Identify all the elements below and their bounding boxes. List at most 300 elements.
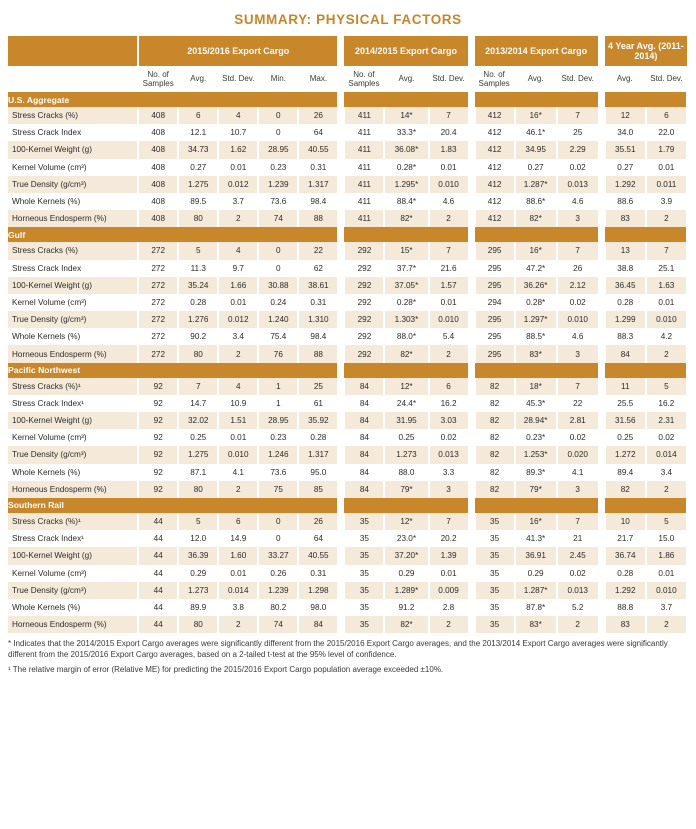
cell: 1.246 [258,446,298,463]
cell: 37.7* [384,260,428,277]
cell: 2 [646,345,687,362]
cell: 84 [344,378,384,395]
cell: 92 [138,464,178,481]
cell: 87.1 [178,464,218,481]
section-title: Gulf [8,227,338,242]
cell: 40.55 [298,141,338,158]
cell: 4.6 [557,193,599,210]
cell: 80 [178,616,218,633]
section-header-3 [8,498,687,513]
footnote-relative-me: ¹ The relative margin of error (Relative ME) for predicting the 2015/2016 Export Cargo population average exceeded ±10%. [8,664,444,674]
cell: 83* [515,616,557,633]
cell: 35 [475,565,515,582]
cell: 15.0 [646,530,687,547]
cell: 25.5 [605,395,646,412]
cell: 292 [344,242,384,259]
cell: 1.62 [218,141,258,158]
cell: 7 [429,107,469,124]
section-header-2 [8,363,687,378]
cell: 38.8 [605,260,646,277]
cell: 412 [475,107,515,124]
cell: 2 [218,481,258,498]
section-band [605,363,687,378]
header-group-2014: 2014/2015 Export Cargo [344,36,468,66]
row-label: Whole Kernels (%) [8,193,138,210]
cell: 6 [429,378,469,395]
cell: 1.298 [298,582,338,599]
cell: 0.02 [429,429,469,446]
table-row [8,345,687,362]
cell: 412 [475,159,515,176]
cell: 7 [429,242,469,259]
cell: 88 [298,210,338,227]
cell: 2 [557,616,599,633]
cell: 1.272 [605,446,646,463]
cell: 2 [429,210,469,227]
cell: 9.7 [218,260,258,277]
cell: 1.63 [646,277,687,294]
cell: 4 [218,242,258,259]
section-title: Pacific Northwest [8,363,338,378]
cell: 0.014 [646,446,687,463]
cell: 35 [344,565,384,582]
cell: 272 [138,242,178,259]
cell: 4.1 [557,464,599,481]
cell: 3.03 [429,412,469,429]
cell: 411 [344,210,384,227]
cell: 4 [218,378,258,395]
cell: 12 [605,107,646,124]
row-label: Horneous Endosperm (%) [8,616,138,633]
cell: 64 [298,530,338,547]
cell: 295 [475,260,515,277]
cell: 295 [475,311,515,328]
cell: 411 [344,124,384,141]
cell: 11 [605,378,646,395]
cell: 0.020 [557,446,599,463]
cell: 1.295* [384,176,428,193]
cell: 3 [557,210,599,227]
cell: 95.0 [298,464,338,481]
table-header-subcolumns [8,66,687,92]
cell: 35 [475,513,515,530]
cell: 1.239 [258,582,298,599]
cell: 35 [475,616,515,633]
section-title: Southern Rail [8,498,338,513]
cell: 292 [344,260,384,277]
cell: 292 [344,277,384,294]
cell: 16* [515,107,557,124]
section-band [605,498,687,513]
cell: 21.7 [605,530,646,547]
cell: 1.317 [298,446,338,463]
cell: 1.60 [218,547,258,564]
cell: 15* [384,242,428,259]
cell: 272 [138,311,178,328]
cell: 0.012 [218,176,258,193]
table-row [8,513,687,530]
cell: 1.289* [384,582,428,599]
cell: 88 [298,345,338,362]
cell: 272 [138,277,178,294]
cell: 84 [344,481,384,498]
table-row [8,107,687,124]
cell: 408 [138,159,178,176]
cell: 22 [298,242,338,259]
cell: 88.6 [605,193,646,210]
cell: 7 [429,513,469,530]
cell: 82 [475,429,515,446]
row-label: Whole Kernels (%) [8,599,138,616]
cell: 408 [138,107,178,124]
header-group-2015: 2015/2016 Export Cargo [138,36,338,66]
cell: 295 [475,345,515,362]
cell: 1.86 [646,547,687,564]
cell: 295 [475,277,515,294]
cell: 295 [475,242,515,259]
cell: 88.6* [515,193,557,210]
cell: 3 [557,481,599,498]
cell: 3.7 [218,193,258,210]
sub-std-4year: Std. Dev. [646,66,687,92]
row-label: Kernel Volume (cm³) [8,565,138,582]
cell: 7 [557,378,599,395]
cell: 0.28 [178,294,218,311]
row-label: True Density (g/cm³) [8,582,138,599]
cell: 28.95 [258,141,298,158]
section-header-1 [8,227,687,242]
cell: 22 [557,395,599,412]
cell: 36.26* [515,277,557,294]
cell: 7 [646,242,687,259]
cell: 46.1* [515,124,557,141]
section-band [344,92,468,107]
cell: 0.31 [298,159,338,176]
sub-avg-4year: Avg. [605,66,646,92]
sub-samples-2015: No. of Samples [138,66,178,92]
row-label: Stress Crack Index [8,260,138,277]
cell: 25 [557,124,599,141]
cell: 1.273 [178,582,218,599]
cell: 7 [557,513,599,530]
cell: 1.292 [605,176,646,193]
row-label: Stress Cracks (%) [8,242,138,259]
cell: 80.2 [258,599,298,616]
cell: 35.51 [605,141,646,158]
section-band [344,363,468,378]
cell: 88.4* [384,193,428,210]
row-label: Whole Kernels (%) [8,328,138,345]
cell: 2 [429,616,469,633]
table-header-groups [8,36,687,66]
cell: 0.013 [557,176,599,193]
cell: 408 [138,210,178,227]
cell: 0.01 [429,294,469,311]
cell: 1.287* [515,176,557,193]
cell: 4 [218,107,258,124]
cell: 0 [258,107,298,124]
cell: 25 [298,378,338,395]
table-row [8,429,687,446]
cell: 0.28 [605,294,646,311]
cell: 33.3* [384,124,428,141]
cell: 1.51 [218,412,258,429]
cell: 0.25 [178,429,218,446]
row-label: Kernel Volume (cm³) [8,429,138,446]
table-row [8,210,687,227]
cell: 0.28* [384,159,428,176]
cell: 1.310 [298,311,338,328]
cell: 61 [298,395,338,412]
cell: 272 [138,328,178,345]
cell: 408 [138,193,178,210]
cell: 44 [138,565,178,582]
row-label: 100-Kernel Weight (g) [8,412,138,429]
cell: 294 [475,294,515,311]
cell: 76 [258,345,298,362]
cell: 0.29 [178,565,218,582]
cell: 1.83 [429,141,469,158]
cell: 0.010 [218,446,258,463]
sub-std-2014: Std. Dev. [429,66,469,92]
cell: 2 [218,616,258,633]
cell: 16* [515,513,557,530]
row-label: Horneous Endosperm (%) [8,481,138,498]
cell: 0.01 [218,429,258,446]
cell: 1.79 [646,141,687,158]
sub-blank [8,66,138,92]
cell: 0.28 [605,565,646,582]
cell: 34.0 [605,124,646,141]
cell: 92 [138,446,178,463]
cell: 0.011 [646,176,687,193]
cell: 0.01 [646,294,687,311]
footnotes [8,639,688,675]
cell: 24.4* [384,395,428,412]
table-row [8,159,687,176]
cell: 292 [344,328,384,345]
row-label: Stress Cracks (%)¹ [8,513,138,530]
page-title: SUMMARY: PHYSICAL FACTORS [234,12,462,27]
cell: 3.4 [218,328,258,345]
cell: 84 [344,464,384,481]
cell: 35.92 [298,412,338,429]
physical-factors-table [8,36,688,633]
cell: 88.8 [605,599,646,616]
cell: 1.239 [258,176,298,193]
cell: 82 [475,378,515,395]
cell: 2 [429,345,469,362]
cell: 1.303* [384,311,428,328]
cell: 0.010 [646,582,687,599]
table-row [8,124,687,141]
cell: 1.240 [258,311,298,328]
table-row [8,565,687,582]
cell: 0.29 [384,565,428,582]
table-row [8,582,687,599]
cell: 28.94* [515,412,557,429]
cell: 36.91 [515,547,557,564]
cell: 0.26 [258,565,298,582]
cell: 92 [138,395,178,412]
section-band [475,363,599,378]
cell: 83 [605,616,646,633]
cell: 12* [384,378,428,395]
cell: 34.73 [178,141,218,158]
cell: 13 [605,242,646,259]
sub-max-2015: Max. [298,66,338,92]
cell: 0 [258,260,298,277]
cell: 0.25 [605,429,646,446]
table-row [8,395,687,412]
cell: 3 [557,345,599,362]
cell: 2 [218,345,258,362]
cell: 31.95 [384,412,428,429]
cell: 84 [605,345,646,362]
cell: 79* [384,481,428,498]
cell: 35 [344,513,384,530]
row-label: True Density (g/cm³) [8,176,138,193]
cell: 3.8 [218,599,258,616]
cell: 23.0* [384,530,428,547]
section-band [344,227,468,242]
cell: 10.7 [218,124,258,141]
cell: 408 [138,124,178,141]
cell: 5 [646,513,687,530]
table-row [8,294,687,311]
cell: 4.2 [646,328,687,345]
sub-avg-2015: Avg. [178,66,218,92]
sub-std-2013: Std. Dev. [557,66,599,92]
section-title: U.S. Aggregate [8,92,338,107]
cell: 44 [138,513,178,530]
cell: 22.0 [646,124,687,141]
cell: 35 [475,530,515,547]
footnote-asterisk: * Indicates that the 2014/2015 Export Cargo averages were significantly different from the 2015/2016 Export Cargo averages, and the 2013/2014 Export Cargo averages were significantly different from the 2015/2016 Export Cargo averages, based on a 2-tailed t-test at the 95% level of confidence. [8,639,668,660]
cell: 412 [475,141,515,158]
cell: 74 [258,616,298,633]
cell: 6 [646,107,687,124]
table-row [8,464,687,481]
cell: 0.02 [557,565,599,582]
cell: 80 [178,345,218,362]
cell: 82* [384,210,428,227]
cell: 75.4 [258,328,298,345]
cell: 92 [138,429,178,446]
cell: 2 [646,616,687,633]
cell: 26 [557,260,599,277]
table-row [8,481,687,498]
cell: 6 [178,107,218,124]
cell: 0.01 [218,159,258,176]
cell: 88.0 [384,464,428,481]
cell: 87.8* [515,599,557,616]
cell: 83 [605,210,646,227]
cell: 82 [475,481,515,498]
cell: 92 [138,378,178,395]
cell: 0.28* [515,294,557,311]
section-band [605,227,687,242]
cell: 36.08* [384,141,428,158]
section-band [605,92,687,107]
table-row [8,193,687,210]
cell: 0.23 [258,159,298,176]
cell: 21 [557,530,599,547]
row-label: Whole Kernels (%) [8,464,138,481]
cell: 35 [344,599,384,616]
table-row [8,547,687,564]
cell: 2 [646,481,687,498]
row-label: 100-Kernel Weight (g) [8,547,138,564]
cell: 0.25 [384,429,428,446]
cell: 36.39 [178,547,218,564]
cell: 2.29 [557,141,599,158]
cell: 89.9 [178,599,218,616]
cell: 0 [258,242,298,259]
cell: 44 [138,547,178,564]
cell: 0.01 [218,565,258,582]
cell: 40.55 [298,547,338,564]
cell: 411 [344,159,384,176]
cell: 44 [138,582,178,599]
cell: 0.01 [646,159,687,176]
table-row [8,446,687,463]
cell: 0.013 [557,582,599,599]
cell: 2.8 [429,599,469,616]
cell: 44 [138,616,178,633]
cell: 84 [344,395,384,412]
cell: 0.29 [515,565,557,582]
cell: 10.9 [218,395,258,412]
cell: 0.009 [429,582,469,599]
row-label: True Density (g/cm³) [8,446,138,463]
row-label: True Density (g/cm³) [8,311,138,328]
table-row [8,530,687,547]
table-row [8,311,687,328]
cell: 73.6 [258,193,298,210]
cell: 6 [218,513,258,530]
cell: 12.0 [178,530,218,547]
cell: 0.012 [218,311,258,328]
cell: 62 [298,260,338,277]
cell: 36.74 [605,547,646,564]
cell: 14.7 [178,395,218,412]
sub-avg-2013: Avg. [515,66,557,92]
cell: 2 [218,210,258,227]
table-row [8,176,687,193]
cell: 3 [429,481,469,498]
cell: 82* [384,616,428,633]
cell: 0.01 [429,565,469,582]
cell: 411 [344,107,384,124]
cell: 90.2 [178,328,218,345]
cell: 82 [475,464,515,481]
cell: 412 [475,124,515,141]
sub-std-2015: Std. Dev. [218,66,258,92]
cell: 0.02 [557,159,599,176]
cell: 3.4 [646,464,687,481]
cell: 0.23* [515,429,557,446]
cell: 295 [475,328,515,345]
cell: 1.39 [429,547,469,564]
cell: 0.01 [646,565,687,582]
cell: 5 [178,242,218,259]
cell: 44 [138,530,178,547]
cell: 88.5* [515,328,557,345]
row-label: Horneous Endosperm (%) [8,210,138,227]
table-row [8,141,687,158]
cell: 1.253* [515,446,557,463]
